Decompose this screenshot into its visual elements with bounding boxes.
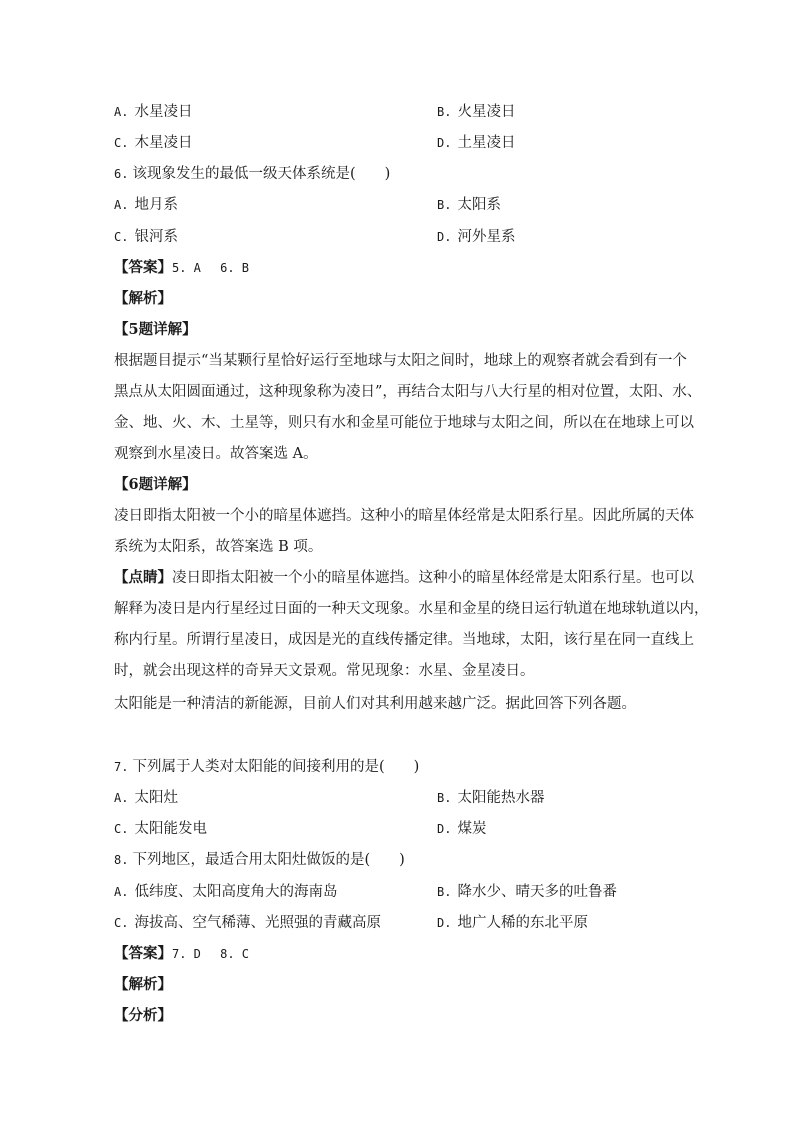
q5-option-a: A. 水星凌日 [114, 104, 193, 120]
detail-5-heading: 【5题详解】 [114, 321, 197, 338]
q8-option-d: D. 地广人稀的东北平原 [437, 915, 588, 931]
detail-6-line-2: 系统为太阳系，故答案选 B 项。 [114, 539, 323, 555]
answer-5-6: 【答案】5. A 6. B [114, 259, 250, 276]
q6-stem: 6. 该现象发生的最低一级天体系统是( ) [114, 166, 391, 182]
q8-option-b: B. 降水少、晴天多的吐鲁番 [437, 884, 617, 900]
detail-6-heading: 【6题详解】 [114, 476, 197, 493]
q8-stem: 8. 下列地区，最适合用太阳灶做饭的是( ) [114, 852, 405, 868]
q6-option-d: D. 河外星系 [437, 229, 516, 245]
detail-5-line-4: 观察到水星凌日。故答案选 A。 [114, 446, 318, 462]
q7-stem: 7. 下列属于人类对太阳能的间接利用的是( ) [114, 759, 420, 775]
q6-option-a: A. 地月系 [114, 197, 178, 213]
detail-5-line-3: 金、地、火、木、土星等，则只有水和金星可能位于地球与太阳之间，所以在在地球上可以 [114, 415, 694, 431]
q7-option-d: D. 煤炭 [437, 821, 487, 837]
q7-option-a: A. 太阳灶 [114, 790, 178, 806]
q5-option-c: C. 木星凌日 [114, 135, 193, 151]
fenxi-heading: 【分析】 [114, 1007, 172, 1024]
q6-option-c: C. 银河系 [114, 229, 178, 245]
dianjing-line-4: 时，就会出现这样的奇异天文景观。常见现象：水星、金星凌日。 [114, 663, 535, 679]
analysis-heading-1: 【解析】 [114, 290, 172, 307]
intro-solar-energy: 太阳能是一种清洁的新能源，目前人们对其利用越来越广泛。据此回答下列各题。 [114, 696, 636, 712]
dianjing-line-2: 解释为凌日是内行星经过日面的一种天文现象。水星和金星的绕日运行轨道在地球轨道以内， [114, 601, 709, 617]
dianjing-line-1: 【点睛】凌日即指太阳被一个小的暗星体遮挡。这种小的暗星体经常是太阳系行星。也可以 [114, 569, 694, 586]
q6-option-b: B. 太阳系 [437, 197, 501, 213]
answer-7-8: 【答案】7. D 8. C [114, 945, 250, 962]
detail-5-line-1: 根据题目提示“当某颗行星恰好运行至地球与太阳之间时，地球上的观察者就会看到有一个 [114, 353, 687, 369]
q8-option-c: C. 海拔高、空气稀薄、光照强的青藏高原 [114, 915, 381, 931]
analysis-heading-2: 【解析】 [114, 976, 172, 993]
dianjing-line-3: 称内行星。所谓行星凌日，成因是光的直线传播定律。当地球，太阳，该行星在同一直线上 [114, 632, 694, 648]
q7-option-c: C. 太阳能发电 [114, 821, 207, 837]
q5-option-d: D. 土星凌日 [437, 135, 516, 151]
q8-option-a: A. 低纬度、太阳高度角大的海南岛 [114, 884, 338, 900]
q5-option-b: B. 火星凌日 [437, 104, 516, 120]
q7-option-b: B. 太阳能热水器 [437, 790, 545, 806]
detail-5-line-2: 黑点从太阳圆面通过，这种现象称为凌日”，再结合太阳与八大行星的相对位置，太阳、水、 [114, 384, 702, 400]
detail-6-line-1: 凌日即指太阳被一个小的暗星体遮挡。这种小的暗星体经常是太阳系行星。因此所属的天体 [114, 508, 694, 524]
